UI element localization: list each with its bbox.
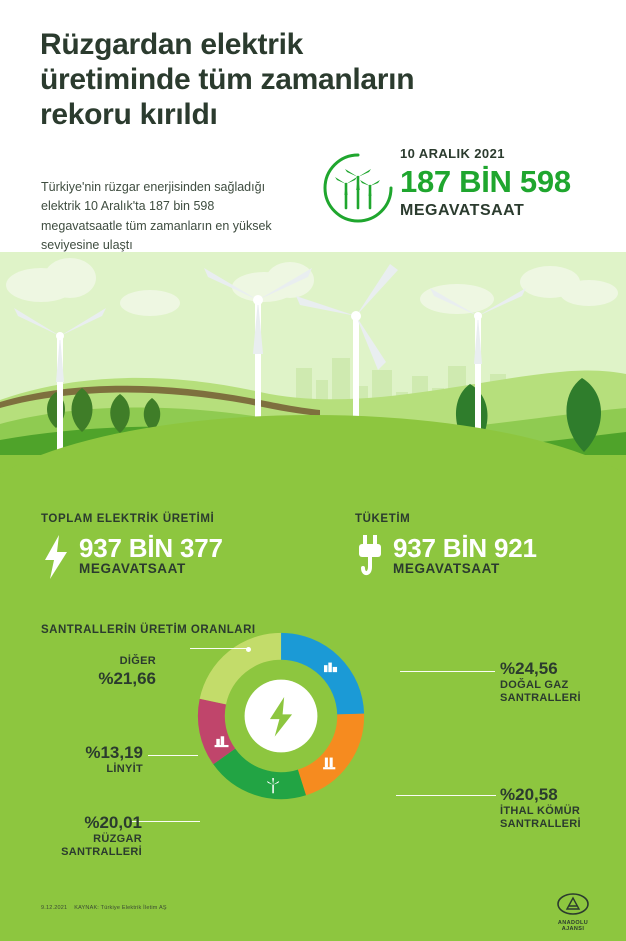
power-plug-icon — [355, 535, 385, 579]
record-value: 187 BİN 598 — [400, 164, 571, 199]
leader-line-diger — [190, 648, 250, 649]
data-section — [0, 455, 626, 941]
donut-icons — [186, 621, 376, 811]
lightning-bolt-icon — [41, 535, 71, 579]
record-unit: MEGAVATSAAT — [400, 202, 525, 219]
stat-caption: TÜKETİM — [355, 513, 411, 525]
label-linyit: %13,19 LİNYİT — [85, 743, 143, 775]
stat-value: 937 BİN 921 — [393, 533, 537, 563]
logo-label: ANADOLU AJANSI — [557, 920, 589, 932]
leader-line-dogalgaz — [400, 671, 495, 672]
leader-line-linyit — [148, 755, 198, 756]
illustration-sky — [0, 0, 626, 470]
stat-total-production — [41, 513, 321, 585]
stat-unit: MEGAVATSAAT — [79, 561, 186, 576]
wind-turbine-icon — [267, 778, 279, 793]
stat-unit: MEGAVATSAAT — [393, 561, 500, 576]
stat-consumption — [355, 513, 615, 585]
leader-line-ithalkomur — [396, 795, 496, 796]
record-badge — [320, 142, 600, 237]
coal-plant-icon — [323, 758, 335, 770]
donut-chart — [186, 621, 376, 861]
agency-logo — [548, 893, 598, 932]
page-title: Rüzgardan elektrik üretiminde tüm zamanların rekoru kırıldı — [40, 28, 415, 131]
logo-icon — [553, 893, 593, 915]
stat-value: 937 BİN 377 — [79, 533, 223, 563]
page-subtitle: Türkiye'nin rüzgar enerjisinden sağladığı elektrik 10 Aralık'ta 187 bin 598 megavatsaatle tüm zamanların en yüksek seviyesine ulaştı — [41, 180, 272, 253]
wind-turbine-icon — [320, 150, 396, 226]
label-dogal-gaz: %24,56 DOĞAL GAZ SANTRALLERİ — [500, 659, 581, 705]
record-date: 10 ARALIK 2021 — [400, 146, 505, 161]
lignite-plant-icon — [215, 736, 229, 747]
stat-caption: TOPLAM ELEKTRİK ÜRETİMİ — [41, 513, 215, 525]
footer-source: 9.12.2021 KAYNAK: Türkiye Elektrik İletim AŞ — [41, 905, 167, 911]
label-ithal-komur: %20,58 İTHAL KÖMÜR SANTRALLERİ — [500, 785, 581, 831]
label-ruzgar: %20,01 RÜZGAR SANTRALLERİ — [61, 813, 142, 859]
label-diger: DİĞER %21,66 — [98, 655, 156, 688]
chart-caption: SANTRALLERİN ÜRETİM ORANLARI — [41, 624, 256, 636]
